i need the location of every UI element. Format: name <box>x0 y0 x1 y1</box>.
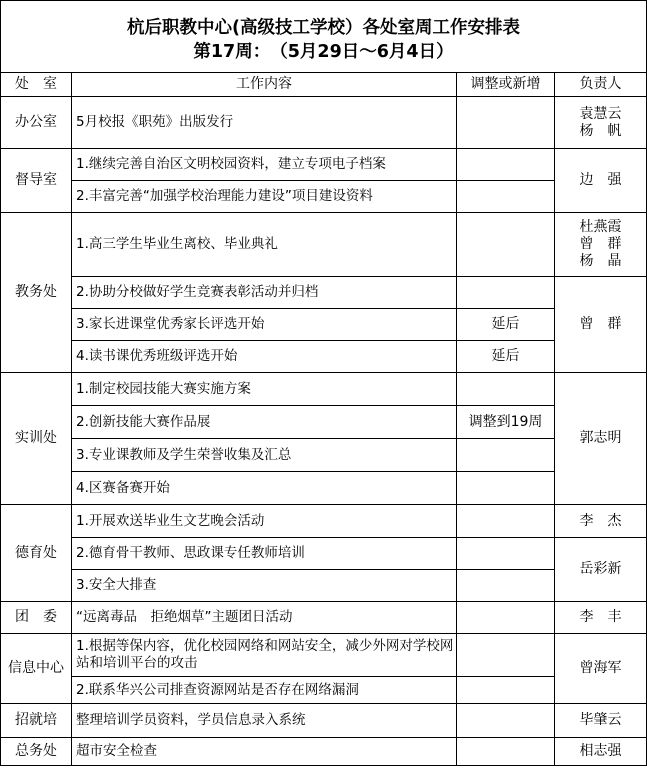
header-content: 工作内容 <box>72 73 457 97</box>
info-owner: 曾海军 <box>555 634 647 704</box>
academic-task-1: 1.高三学生毕业生离校、毕业典礼 <box>72 213 457 277</box>
training-owner: 郭志明 <box>555 373 647 505</box>
dept-office: 办公室 <box>1 97 72 149</box>
info-task-1: 1.根据等保内容，优化校园网络和网站安全，减少外网对学校网站和培训平台的攻击 <box>72 634 457 677</box>
league-adjust-1 <box>457 602 555 634</box>
moral-task-1: 1.开展欢送毕业生文艺晚会活动 <box>72 505 457 538</box>
office-task-1: 5月校报《职苑》出版发行 <box>72 97 457 149</box>
supervision-task-1: 1.继续完善自治区文明校园资料，建立专项电子档案 <box>72 149 457 181</box>
training-task-1: 1.制定校园技能大赛实施方案 <box>72 373 457 406</box>
academic-adjust-2 <box>457 277 555 309</box>
office-owner-1: 袁慧云 <box>579 105 622 122</box>
moral-owner-2: 岳彩新 <box>555 538 647 602</box>
dept-academic: 教务处 <box>1 213 72 373</box>
office-adjust-1 <box>457 97 555 149</box>
training-task-4: 4.区赛备赛开始 <box>72 472 457 505</box>
info-adjust-2 <box>457 677 555 704</box>
academic-owner-a-3: 杨 晶 <box>579 253 622 269</box>
league-task-1: “远离毒品 拒绝烟草”主题团日活动 <box>72 602 457 634</box>
dept-supervision: 督导室 <box>1 149 72 213</box>
dept-training: 实训处 <box>1 373 72 505</box>
academic-owner-b: 曾 群 <box>555 277 647 373</box>
title-line-2: 第17周： （5月29日～6月4日） <box>193 41 454 62</box>
training-adjust-4 <box>457 472 555 505</box>
dept-league: 团 委 <box>1 602 72 634</box>
academic-task-2: 2.协助分校做好学生竞赛表彰活动并归档 <box>72 277 457 309</box>
training-adjust-3 <box>457 439 555 472</box>
dept-enroll: 招就培 <box>1 704 72 738</box>
supervision-adjust-2 <box>457 181 555 213</box>
academic-task-3: 3.家长进课堂优秀家长评选开始 <box>72 309 457 341</box>
training-task-2: 2.创新技能大赛作品展 <box>72 406 457 439</box>
header-dept: 处 室 <box>1 73 72 97</box>
training-adjust-2: 调整到19周 <box>457 406 555 439</box>
training-adjust-1 <box>457 373 555 406</box>
academic-adjust-3: 延后 <box>457 309 555 341</box>
enroll-task-1: 整理培训学员资料，学员信息录入系统 <box>72 704 457 738</box>
general-adjust-1 <box>457 738 555 766</box>
moral-owner-1: 李 杰 <box>555 505 647 538</box>
league-owner: 李 丰 <box>555 602 647 634</box>
office-owner-2: 杨 帆 <box>579 122 622 139</box>
header-adjust: 调整或新增 <box>457 73 555 97</box>
title-line-1: 杭后职教中心(高级技工学校）各处室周工作安排表 <box>127 17 520 38</box>
general-task-1: 超市安全检查 <box>72 738 457 766</box>
dept-moral: 德育处 <box>1 505 72 602</box>
info-adjust-1 <box>457 634 555 677</box>
academic-task-4: 4.读书课优秀班级评选开始 <box>72 341 457 373</box>
office-owner <box>555 97 647 149</box>
academic-adjust-4: 延后 <box>457 341 555 373</box>
moral-task-3: 3.安全大排查 <box>72 570 457 602</box>
moral-adjust-2 <box>457 538 555 570</box>
dept-info: 信息中心 <box>1 634 72 704</box>
academic-owner-a-2: 曾 群 <box>579 236 622 252</box>
academic-owner-a-1: 杜燕霞 <box>579 219 622 235</box>
info-task-2: 2.联系华兴公司排查资源网站是否存在网络漏洞 <box>72 677 457 704</box>
moral-task-2: 2.德育骨干教师、思政课专任教师培训 <box>72 538 457 570</box>
training-task-3: 3.专业课教师及学生荣誉收集及汇总 <box>72 439 457 472</box>
enroll-adjust-1 <box>457 704 555 738</box>
supervision-task-2: 2.丰富完善“加强学校治理能力建设”项目建设资料 <box>72 181 457 213</box>
academic-adjust-1 <box>457 213 555 277</box>
supervision-owner: 边 强 <box>555 149 647 213</box>
moral-adjust-3 <box>457 570 555 602</box>
supervision-adjust-1 <box>457 149 555 181</box>
enroll-owner: 毕肇云 <box>555 704 647 738</box>
academic-owner-a <box>555 213 647 277</box>
table-title <box>1 1 647 73</box>
general-owner: 相志强 <box>555 738 647 766</box>
dept-general: 总务处 <box>1 738 72 766</box>
header-owner: 负责人 <box>555 73 647 97</box>
moral-adjust-1 <box>457 505 555 538</box>
